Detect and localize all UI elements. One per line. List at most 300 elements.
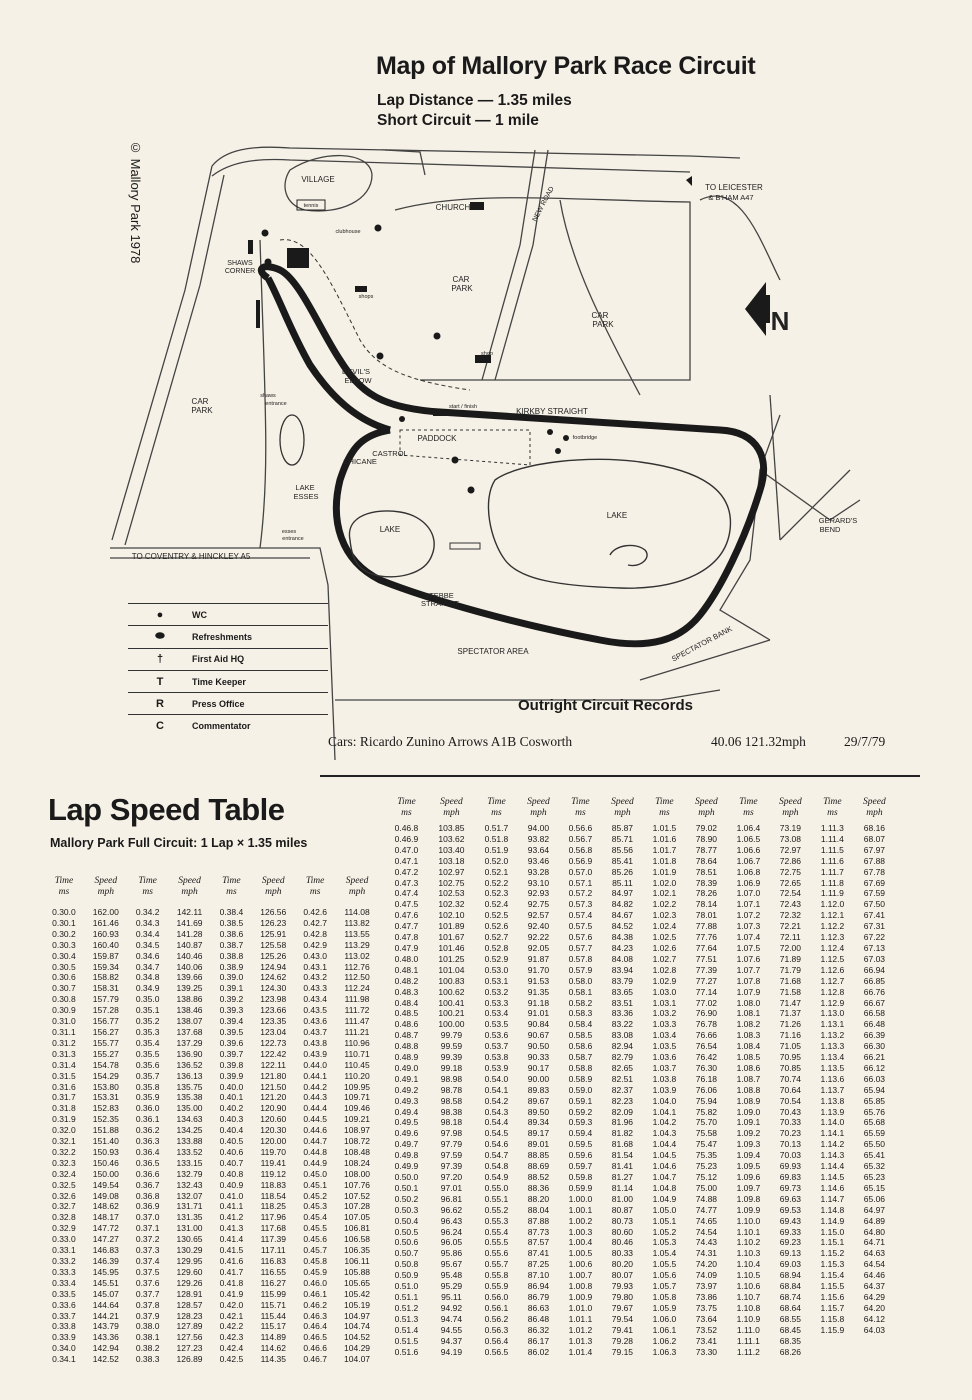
table-row (385, 1008, 895, 1019)
lap-speed-cell: 81.68 (611, 1139, 634, 1150)
lap-speed-cell: 72.86 (779, 855, 802, 866)
lap-speed-cell: 153.31 (92, 1092, 119, 1103)
lap-time-cell: 0.43.3 (303, 983, 327, 994)
table-row (385, 921, 895, 932)
table-row (44, 1038, 379, 1049)
lap-time-cell: 1.08.3 (736, 1030, 761, 1041)
lap-time-cell: 0.54.5 (484, 1128, 509, 1139)
lap-speed-cell: 67.78 (863, 866, 886, 877)
lap-time-cell: 0.59.0 (568, 1084, 593, 1095)
lap-time-cell: 0.39.5 (219, 1026, 244, 1037)
lap-speed-cell: 82.79 (611, 1052, 634, 1063)
lap-time-cell: 1.11.4 (820, 833, 844, 844)
lap-speed-cell: 81.96 (611, 1117, 634, 1128)
lap-time-cell: 0.33.5 (52, 1288, 76, 1299)
lap-speed-cell: 77.51 (695, 953, 718, 964)
lap-time-cell: 1.14.0 (820, 1117, 845, 1128)
lap-time-cell: 0.30.3 (52, 939, 76, 950)
lap-speed-cell: 138.86 (176, 994, 203, 1005)
divider-rule (320, 775, 920, 777)
lap-speed-cell: 84.38 (611, 932, 634, 943)
table-row (44, 1245, 379, 1256)
lap-speed-cell: 65.06 (863, 1193, 886, 1204)
table-row (385, 856, 895, 867)
lap-time-cell: 0.47.7 (394, 921, 419, 932)
lap-speed-cell: 96.62 (440, 1204, 463, 1215)
lap-speed-cell: 67.41 (863, 910, 886, 921)
lap-time-cell: 0.46.4 (303, 1321, 327, 1332)
lap-time-cell: 0.59.4 (568, 1128, 593, 1139)
lap-time-cell: 0.33.0 (52, 1234, 76, 1245)
lap-time-cell: 1.05.2 (652, 1226, 677, 1237)
lap-time-cell: 0.31.8 (52, 1103, 76, 1114)
lap-speed-cell: 86.02 (527, 1346, 550, 1357)
lap-time-cell: 0.39.9 (219, 1070, 244, 1081)
lap-speed-cell: 127.23 (176, 1343, 203, 1354)
lap-time-cell: 1.12.2 (820, 921, 845, 932)
lap-speed-cell: 71.05 (779, 1041, 802, 1052)
lap-time-cell: 0.35.6 (135, 1059, 160, 1070)
label-esses-entrance-1: esses (281, 529, 297, 535)
table-row (44, 1321, 379, 1332)
lap-speed-cell: 112.76 (344, 961, 370, 972)
lap-time-cell: 0.41.2 (219, 1212, 244, 1223)
lap-speed-cell: 103.62 (438, 833, 465, 844)
lap-time-cell: 0.47.1 (394, 855, 419, 866)
lap-speed-cell: 116.83 (260, 1256, 286, 1266)
lap-speed-cell: 70.95 (779, 1052, 802, 1063)
lap-time-cell: 1.01.7 (652, 844, 677, 855)
header-unit: ms (58, 887, 70, 897)
label-church: CHURCH (435, 203, 471, 212)
label-castrol-1: CASTROL (372, 449, 408, 458)
lap-time-cell: 1.09.9 (736, 1204, 761, 1215)
lap-time-cell: 0.54.1 (484, 1084, 509, 1095)
lap-time-cell: 0.43.0 (303, 950, 327, 961)
lap-time-cell: 1.04.3 (652, 1128, 677, 1139)
lap-speed-cell: 75.35 (695, 1150, 718, 1161)
lap-time-cell: 0.41.1 (219, 1201, 244, 1212)
lap-speed-cell: 120.60 (260, 1114, 287, 1125)
lap-speed-cell: 80.87 (611, 1204, 634, 1215)
lap-time-cell: 1.00.2 (568, 1215, 593, 1226)
lap-time-cell: 1.01.9 (652, 866, 677, 877)
lap-time-cell: 0.59.9 (568, 1182, 593, 1193)
header-unit: mph (97, 887, 114, 897)
lap-time-cell: 0.30.6 (52, 972, 76, 983)
lap-time-cell: 1.08.6 (736, 1062, 761, 1073)
lap-time-cell: 1.00.0 (568, 1193, 593, 1204)
lap-speed-cell: 66.39 (863, 1030, 886, 1041)
lap-time-cell: 1.02.0 (652, 877, 677, 888)
lap-speed-cell: 109.46 (344, 1103, 371, 1114)
lap-time-cell: 0.38.1 (135, 1332, 160, 1343)
lap-time-cell: 1.06.8 (736, 866, 761, 877)
lap-speed-cell: 67.69 (863, 877, 886, 888)
column-header (428, 797, 475, 823)
lap-time-cell: 1.08.8 (736, 1084, 761, 1095)
lap-speed-cell: 114.35 (260, 1354, 286, 1365)
label-car-park-2b: PARK (592, 320, 614, 329)
lap-time-cell: 1.04.2 (652, 1117, 677, 1128)
lap-time-cell: 0.51.8 (484, 833, 509, 844)
lap-time-cell: 0.57.9 (568, 964, 593, 975)
table-row (385, 1336, 895, 1347)
lap-speed-cell: 88.20 (527, 1193, 550, 1204)
legend-row (128, 714, 328, 736)
header-unit: mph (348, 887, 366, 897)
lap-time-cell: 0.36.8 (135, 1190, 160, 1201)
lap-time-cell: 1.13.8 (820, 1095, 845, 1106)
lap-speed-cell: 70.54 (779, 1095, 802, 1106)
lap-speed-cell: 65.41 (863, 1150, 886, 1161)
lap-speed-cell: 142.11 (176, 907, 203, 917)
header-label: Speed (261, 876, 285, 886)
lap-time-cell: 0.51.5 (394, 1335, 419, 1346)
lap-speed-cell: 105.42 (344, 1288, 371, 1299)
lap-speed-cell: 121.80 (260, 1070, 287, 1081)
lap-time-cell: 0.41.5 (219, 1245, 244, 1256)
lap-time-cell: 1.08.7 (736, 1073, 761, 1084)
main-lake (488, 459, 730, 588)
lap-speed-cell: 75.47 (695, 1139, 718, 1150)
lap-time-cell: 0.33.2 (52, 1256, 76, 1266)
lap-speed-cell: 130.65 (176, 1234, 203, 1245)
table-row (385, 1303, 895, 1314)
lap-time-cell: 1.02.8 (652, 964, 677, 975)
header-label: Time (54, 876, 74, 886)
lap-speed-cell: 74.54 (695, 1226, 718, 1237)
lap-time-cell: 0.50.9 (394, 1270, 419, 1281)
lap-time-cell: 0.36.2 (135, 1125, 160, 1136)
lap-speed-cell: 98.98 (440, 1073, 463, 1084)
lap-speed-cell: 92.57 (527, 910, 550, 921)
lap-speed-cell: 124.30 (260, 983, 287, 994)
lap-speed-cell: 72.97 (779, 844, 802, 855)
header-label: Speed (178, 876, 201, 886)
header-unit: mph (614, 808, 631, 818)
lap-speed-cell: 81.82 (611, 1128, 634, 1139)
lap-time-cell: 1.04.8 (652, 1182, 677, 1193)
lap-time-cell: 1.12.6 (820, 964, 845, 975)
lap-speed-cell: 71.58 (779, 986, 802, 997)
lap-speed-cell: 94.00 (527, 823, 550, 833)
lap-time-cell: 1.13.2 (820, 1030, 845, 1041)
lap-time-cell: 0.59.1 (568, 1095, 593, 1106)
lap-time-cell: 0.40.7 (219, 1157, 244, 1168)
lap-speed-cell: 131.71 (176, 1201, 203, 1212)
lap-speed-cell: 146.39 (92, 1256, 119, 1266)
lap-time-cell: 0.42.9 (303, 939, 327, 950)
record-date: 29/7/79 (844, 734, 886, 749)
table-row (44, 1256, 379, 1267)
lap-time-cell: 0.57.0 (568, 866, 593, 877)
lap-time-cell: 0.52.5 (484, 910, 509, 921)
lap-speed-cell: 106.58 (344, 1234, 371, 1245)
header-label: Speed (611, 797, 634, 807)
lap-time-cell: 0.41.7 (219, 1266, 244, 1277)
lap-time-cell: 1.12.3 (820, 932, 845, 943)
lap-speed-cell: 73.08 (779, 833, 802, 844)
lap-time-cell: 0.34.7 (135, 961, 160, 972)
lap-speed-cell: 113.02 (344, 950, 370, 961)
lap-time-cell: 0.54.9 (484, 1172, 509, 1182)
short-circuit: Short Circuit — 1 mile (377, 112, 539, 129)
lap-time-cell: 0.45.8 (303, 1256, 327, 1266)
table-row (385, 1074, 895, 1085)
lap-distance: Lap Distance — 1.35 miles (377, 92, 572, 109)
lap-speed-cell: 73.86 (695, 1291, 718, 1302)
lap-time-cell: 1.02.9 (652, 975, 677, 986)
lap-speed-cell: 110.71 (344, 1048, 370, 1059)
lap-speed-cell: 141.28 (176, 928, 203, 939)
lap-speed-cell: 79.54 (611, 1313, 634, 1324)
label-start-finish: start / finish (448, 404, 478, 410)
table-row (44, 1114, 379, 1125)
lap-time-cell: 0.30.8 (52, 994, 76, 1005)
lap-time-cell: 0.45.3 (303, 1201, 327, 1212)
lap-speed-cell: 87.10 (527, 1270, 550, 1281)
lap-speed-cell: 97.98 (440, 1128, 463, 1139)
lap-speed-cell: 129.26 (176, 1277, 203, 1288)
lap-speed-cell: 88.04 (527, 1204, 550, 1215)
header-unit: mph (530, 808, 547, 818)
lap-time-cell: 1.14.4 (820, 1161, 845, 1172)
lap-time-cell: 0.35.8 (135, 1081, 160, 1092)
lap-time-cell: 0.57.5 (568, 921, 593, 932)
label-esses-entrance-2: entrance (282, 536, 304, 542)
lap-time-cell: 1.06.0 (652, 1313, 677, 1324)
lap-time-cell: 0.43.6 (303, 1016, 327, 1027)
lap-speed-cell: 69.73 (779, 1182, 802, 1193)
lap-time-cell: 1.10.6 (736, 1281, 761, 1292)
lap-speed-cell: 77.88 (695, 921, 718, 932)
lap-speed-cell: 67.97 (863, 844, 886, 855)
lap-speed-cell: 87.57 (527, 1237, 550, 1248)
label-shaws-1: SHAWS (227, 260, 253, 267)
lap-time-cell: 0.51.6 (394, 1346, 419, 1357)
lap-time-cell: 1.01.5 (652, 823, 677, 833)
table-row (385, 1270, 895, 1281)
lap-time-cell: 0.59.6 (568, 1150, 593, 1161)
lap-speed-cell: 155.27 (92, 1048, 119, 1059)
label-car-park-3a: CAR (191, 397, 209, 406)
table-row (385, 976, 895, 987)
lap-time-cell: 0.52.8 (484, 942, 509, 953)
lap-time-cell: 0.48.0 (394, 953, 419, 964)
lap-speed-cell: 68.84 (779, 1281, 802, 1292)
lap-speed-cell: 124.94 (260, 961, 287, 972)
lap-speed-cell: 64.12 (863, 1313, 886, 1324)
lap-time-cell: 0.34.4 (135, 928, 160, 939)
lap-speed-cell: 123.04 (260, 1026, 287, 1037)
lap-time-cell: 1.06.2 (652, 1335, 677, 1346)
lap-time-cell: 0.54.3 (484, 1106, 509, 1117)
lap-time-cell: 0.45.6 (303, 1234, 327, 1245)
lap-time-cell: 0.56.4 (484, 1335, 509, 1346)
lap-time-cell: 0.45.1 (303, 1179, 327, 1190)
legend-label: WC (192, 609, 207, 620)
lap-time-cell: 1.06.9 (736, 877, 761, 888)
lap-speed-cell: 93.28 (527, 866, 550, 877)
lap-speed-cell: 79.41 (611, 1324, 634, 1335)
lap-speed-cell: 67.13 (863, 942, 886, 953)
lap-speed-cell: 65.94 (863, 1084, 886, 1095)
lap-time-cell: 1.14.5 (820, 1172, 845, 1182)
column-header (251, 876, 295, 907)
lap-time-cell: 1.01.1 (568, 1313, 593, 1324)
lap-speed-cell: 108.00 (344, 1168, 371, 1179)
lap-speed-cell: 80.73 (611, 1215, 634, 1226)
lap-speed-cell: 76.78 (695, 1019, 718, 1030)
lap-speed-cell: 72.54 (779, 888, 802, 899)
lap-speed-cell: 122.73 (260, 1037, 287, 1048)
lap-speed-cell: 82.09 (611, 1106, 634, 1117)
header-unit: ms (575, 808, 586, 818)
lap-time-cell: 0.50.2 (394, 1193, 419, 1204)
lap-speed-cell: 68.16 (863, 823, 886, 833)
lap-time-cell: 0.31.4 (52, 1059, 76, 1070)
lap-speed-cell: 100.62 (438, 986, 465, 997)
lap-time-cell: 0.49.4 (394, 1106, 419, 1117)
lap-time-cell: 1.07.5 (736, 942, 761, 953)
lap-speed-cell: 103.18 (438, 855, 465, 866)
table-row (385, 1019, 895, 1030)
column-header (686, 797, 727, 823)
lap-time-cell: 0.49.1 (394, 1073, 419, 1084)
lap-time-cell: 1.02.1 (652, 888, 677, 899)
lap-time-cell: 1.08.9 (736, 1095, 761, 1106)
table-row (385, 1161, 895, 1172)
table-row (44, 1191, 379, 1202)
lap-time-cell: 1.04.0 (652, 1095, 677, 1106)
lap-speed-cell: 97.59 (440, 1150, 463, 1161)
lap-speed-cell: 116.27 (260, 1277, 286, 1288)
lap-speed-cell: 89.50 (527, 1106, 550, 1117)
lap-time-cell: 1.14.2 (820, 1139, 845, 1150)
lap-time-cell: 0.59.5 (568, 1139, 593, 1150)
lap-time-cell: 1.10.2 (736, 1237, 761, 1248)
lap-speed-cell: 103.40 (438, 844, 465, 855)
lap-time-cell: 0.37.5 (135, 1266, 160, 1277)
header-unit: ms (226, 887, 237, 897)
lap-time-cell: 1.00.5 (568, 1248, 593, 1259)
lap-time-cell: 1.14.1 (820, 1128, 845, 1139)
lap-speed-cell: 66.85 (863, 975, 886, 986)
lap-speed-cell: 78.77 (695, 844, 718, 855)
lap-time-cell: 0.43.2 (303, 972, 327, 983)
legend-label: Time Keeper (192, 676, 246, 687)
lap-speed-cell: 120.00 (260, 1136, 287, 1147)
header-unit: mph (443, 808, 460, 818)
lap-speed-cell: 71.26 (779, 1019, 802, 1030)
lap-speed-cell: 98.58 (440, 1095, 463, 1106)
header-label: Speed (94, 876, 118, 886)
lap-speed-cell: 159.34 (92, 961, 119, 972)
lap-time-cell: 0.50.1 (394, 1182, 419, 1193)
lap-time-cell: 0.32.4 (52, 1168, 76, 1179)
lap-time-cell: 0.44.8 (303, 1146, 327, 1157)
table-row (44, 1136, 379, 1147)
lap-time-cell: 0.46.9 (394, 833, 419, 844)
lap-time-cell: 0.38.7 (219, 939, 244, 950)
lap-time-cell: 0.55.3 (484, 1215, 509, 1226)
lap-time-cell: 0.41.6 (219, 1256, 244, 1266)
column-header (84, 876, 128, 907)
lap-speed-cell: 114.62 (260, 1343, 286, 1354)
lap-time-cell: 1.08.1 (736, 1008, 761, 1019)
lap-speed-cell: 81.14 (611, 1182, 634, 1193)
lap-time-cell: 1.00.9 (568, 1291, 593, 1302)
lap-time-cell: 1.10.9 (736, 1313, 761, 1324)
lap-time-cell: 1.14.6 (820, 1182, 845, 1193)
table-row (385, 1139, 895, 1150)
lap-time-cell: 0.34.6 (135, 950, 160, 961)
lap-speed-cell: 95.11 (441, 1291, 462, 1302)
lap-speed-cell: 85.26 (611, 866, 634, 877)
lap-time-cell: 1.14.9 (820, 1215, 845, 1226)
table-row (385, 1030, 895, 1041)
lap-time-cell: 1.15.0 (820, 1226, 845, 1237)
lap-speed-cell: 80.07 (611, 1270, 634, 1281)
lap-speed-cell: 76.30 (695, 1062, 718, 1073)
lap-speed-cell: 122.11 (260, 1059, 286, 1070)
lap-speed-cell: 73.52 (695, 1324, 718, 1335)
table-row (385, 834, 895, 845)
lap-speed-cell: 108.97 (344, 1125, 371, 1136)
lap-speed-cell: 78.51 (695, 866, 718, 877)
table-row (44, 1082, 379, 1093)
lap-time-cell: 0.54.2 (484, 1095, 509, 1106)
lap-speed-cell: 116.55 (260, 1266, 286, 1277)
lap-time-cell: 1.04.6 (652, 1161, 677, 1172)
lap-time-cell: 0.57.1 (568, 877, 593, 888)
lap-time-cell: 0.56.6 (568, 823, 593, 833)
lap-speed-cell: 67.31 (863, 921, 886, 932)
lap-time-cell: 0.37.8 (135, 1299, 160, 1310)
lap-time-cell: 0.55.6 (484, 1248, 509, 1259)
lap-time-cell: 0.30.5 (52, 961, 76, 972)
lap-time-cell: 1.03.6 (652, 1052, 677, 1063)
lap-speed-cell: 100.21 (438, 1008, 465, 1019)
lap-time-cell: 1.07.9 (736, 986, 761, 997)
legend-symbol-icon: ● (156, 608, 164, 621)
lap-time-cell: 0.34.3 (135, 917, 160, 928)
lap-time-cell: 0.48.3 (394, 986, 419, 997)
lap-speed-cell: 79.15 (611, 1346, 634, 1357)
header-unit: mph (866, 808, 883, 818)
lap-time-cell: 1.11.1 (736, 1335, 760, 1346)
lap-speed-cell: 84.52 (611, 921, 634, 932)
lap-time-cell: 0.33.4 (52, 1277, 76, 1288)
lap-speed-cell: 125.26 (260, 950, 287, 961)
lap-speed-cell: 139.25 (176, 983, 203, 994)
lap-time-cell: 0.47.0 (394, 844, 419, 855)
lap-speed-cell: 99.18 (440, 1062, 463, 1073)
lap-time-cell: 0.58.2 (568, 997, 593, 1008)
lap-time-cell: 0.31.3 (52, 1048, 76, 1059)
lap-speed-cell: 100.41 (438, 997, 465, 1008)
lap-time-cell: 1.03.7 (652, 1062, 677, 1073)
table-row (385, 965, 895, 976)
lap-time-cell: 0.48.4 (394, 997, 419, 1008)
map-legend (128, 603, 328, 737)
lap-time-cell: 0.39.8 (219, 1059, 244, 1070)
lap-speed-cell: 150.46 (92, 1157, 119, 1168)
lap-speed-cell: 72.21 (779, 921, 802, 932)
label-shaws-entrance-2: entrance (265, 401, 287, 407)
lap-time-cell: 0.45.5 (303, 1223, 327, 1234)
